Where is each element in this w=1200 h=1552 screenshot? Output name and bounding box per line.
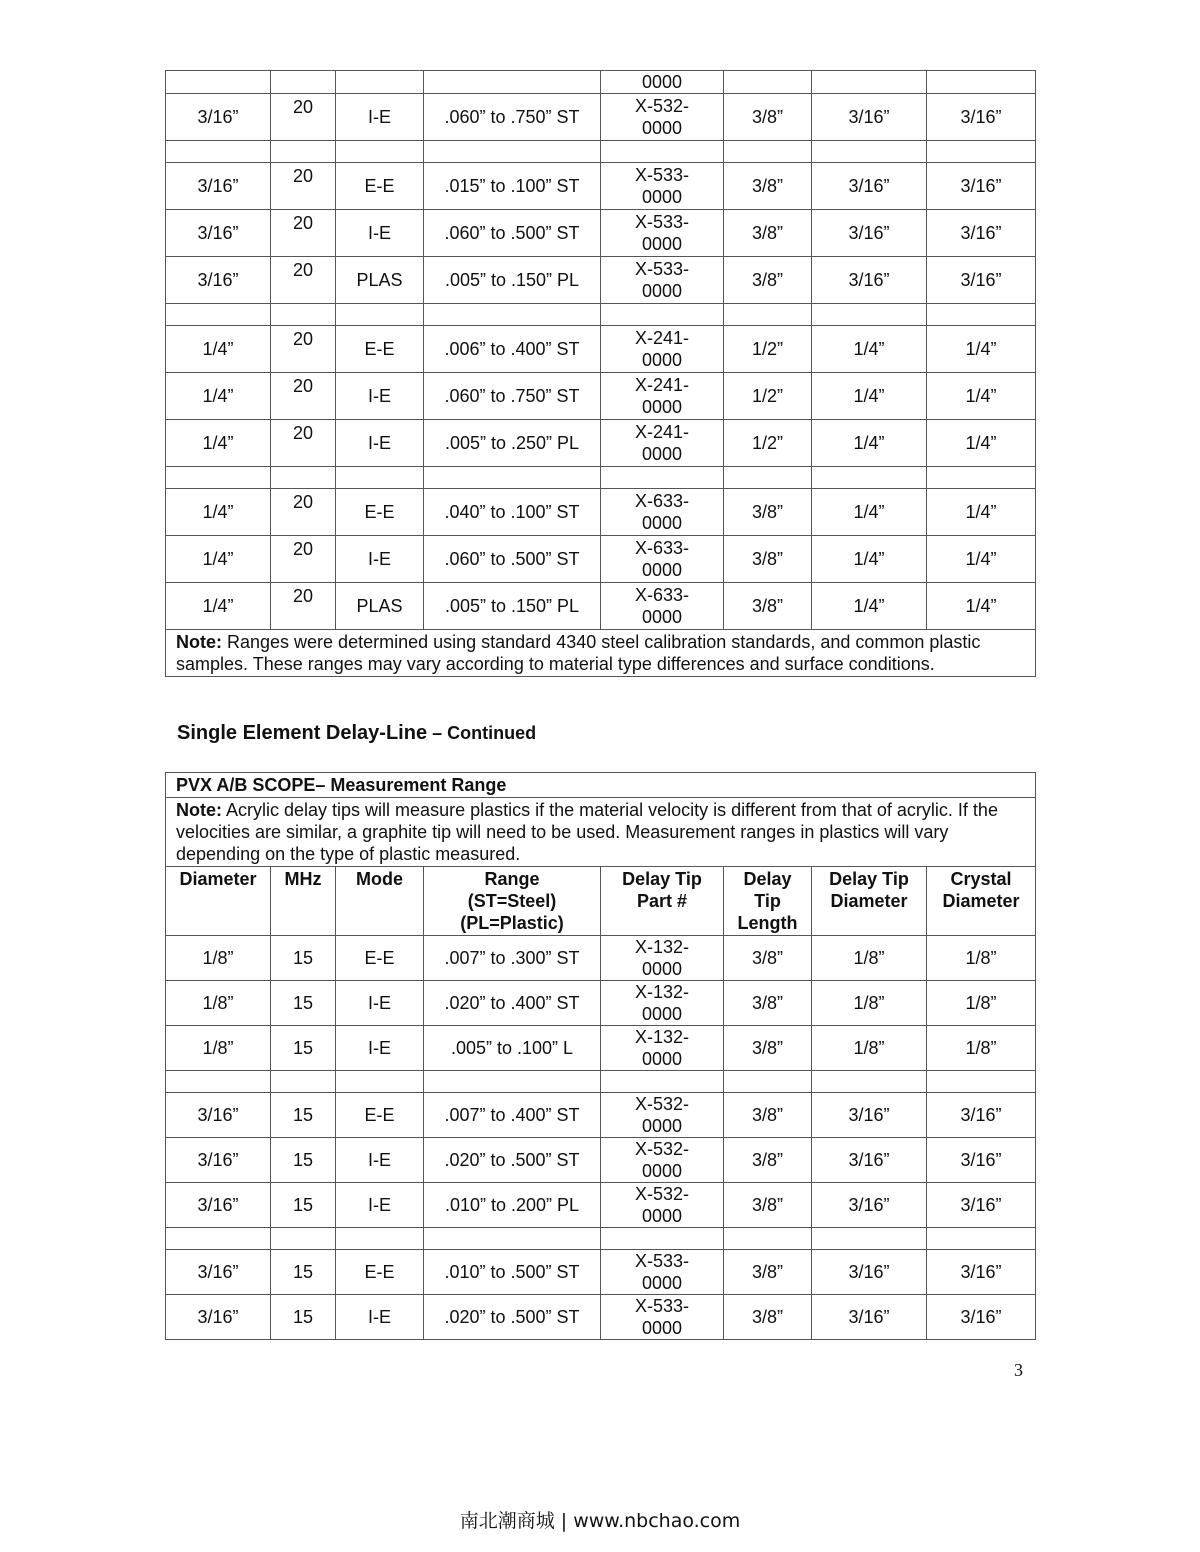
part-number-cell bbox=[601, 326, 724, 373]
mhz-cell: 20 bbox=[271, 163, 336, 210]
table-row bbox=[166, 326, 1036, 373]
diameter-cell: 1/8” bbox=[166, 936, 271, 981]
part-number-line1: X-241- bbox=[634, 375, 690, 395]
diameter-cell: 3/16” bbox=[166, 1138, 271, 1183]
mode-cell: E-E bbox=[336, 326, 424, 373]
mhz-cell: 20 bbox=[271, 583, 336, 630]
mhz-cell: 15 bbox=[271, 1295, 336, 1340]
section-heading bbox=[177, 722, 536, 745]
range-cell: .040” to .100” ST bbox=[424, 489, 601, 536]
delay-tip-diameter-cell: 3/16” bbox=[812, 1250, 927, 1295]
mhz-cell: 20 bbox=[271, 94, 336, 141]
mode-cell: PLAS bbox=[336, 583, 424, 630]
range-cell: .020” to .500” ST bbox=[424, 1138, 601, 1183]
part-number-cell bbox=[601, 373, 724, 420]
table-row bbox=[166, 583, 1036, 630]
delay-tip-diameter-cell: 3/16” bbox=[812, 210, 927, 257]
part-number-line2: 0000 bbox=[641, 1004, 683, 1024]
mhz-cell: 20 bbox=[271, 420, 336, 467]
crystal-diameter-cell: 1/4” bbox=[927, 536, 1036, 583]
header-crystal-diameter: Crystal Diameter bbox=[927, 867, 1036, 936]
mode-cell: PLAS bbox=[336, 257, 424, 304]
mhz-cell: 15 bbox=[271, 1093, 336, 1138]
part-number-line1: X-533- bbox=[634, 1251, 690, 1271]
delay-tip-diameter-cell: 1/4” bbox=[812, 420, 927, 467]
range-cell: .005” to .150” PL bbox=[424, 583, 601, 630]
section-title: Single Element Delay-Line bbox=[177, 722, 428, 744]
note-label: Note: bbox=[176, 632, 222, 652]
range-cell: .005” to .250” PL bbox=[424, 420, 601, 467]
range-cell: .060” to .750” ST bbox=[424, 94, 601, 141]
part-number-cell bbox=[601, 583, 724, 630]
range-cell: .005” to .150” PL bbox=[424, 257, 601, 304]
mhz-cell: 20 bbox=[271, 257, 336, 304]
part-number-line2: 0000 bbox=[641, 607, 683, 627]
delay-tip-diameter-cell: 1/8” bbox=[812, 1026, 927, 1071]
part-number-line1: X-532- bbox=[634, 1139, 690, 1159]
page-number: 3 bbox=[1014, 1360, 1023, 1380]
crystal-diameter-cell: 3/16” bbox=[927, 210, 1036, 257]
measurement-range-table-continued bbox=[165, 70, 1036, 677]
part-number-line2: 0000 bbox=[641, 560, 683, 580]
part-number-cell bbox=[601, 1250, 724, 1295]
part-number-line2: 0000 bbox=[641, 281, 683, 301]
mode-cell: E-E bbox=[336, 936, 424, 981]
part-number-cell bbox=[601, 94, 724, 141]
table-spacer-row bbox=[166, 467, 1036, 489]
crystal-diameter-cell: 3/16” bbox=[927, 1250, 1036, 1295]
delay-tip-diameter-cell: 3/16” bbox=[812, 94, 927, 141]
table-title: PVX A/B SCOPE– Measurement Range bbox=[166, 773, 1036, 798]
delay-tip-length-cell: 3/8” bbox=[724, 981, 812, 1026]
range-cell: .010” to .500” ST bbox=[424, 1250, 601, 1295]
range-cell: .006” to .400” ST bbox=[424, 326, 601, 373]
part-number-cell bbox=[601, 936, 724, 981]
note-cell bbox=[166, 798, 1036, 867]
mhz-cell: 20 bbox=[271, 373, 336, 420]
delay-tip-diameter-cell: 3/16” bbox=[812, 1183, 927, 1228]
part-number-cell bbox=[601, 257, 724, 304]
delay-tip-length-cell: 1/2” bbox=[724, 420, 812, 467]
delay-tip-length-cell: 3/8” bbox=[724, 1183, 812, 1228]
part-number-line1: X-533- bbox=[634, 165, 690, 185]
delay-tip-diameter-cell: 1/4” bbox=[812, 373, 927, 420]
delay-tip-diameter-cell: 1/4” bbox=[812, 489, 927, 536]
diameter-cell: 3/16” bbox=[166, 1250, 271, 1295]
delay-tip-length-cell: 1/2” bbox=[724, 326, 812, 373]
part-number-cell bbox=[601, 1183, 724, 1228]
crystal-diameter-cell: 1/4” bbox=[927, 583, 1036, 630]
mode-cell: E-E bbox=[336, 1093, 424, 1138]
diameter-cell: 3/16” bbox=[166, 1295, 271, 1340]
section-suffix: – Continued bbox=[427, 723, 537, 743]
range-cell: .060” to .750” ST bbox=[424, 373, 601, 420]
part-number-line1: X-533- bbox=[634, 212, 690, 232]
delay-tip-length-cell: 3/8” bbox=[724, 1295, 812, 1340]
delay-tip-diameter-cell: 3/16” bbox=[812, 257, 927, 304]
table-row bbox=[166, 536, 1036, 583]
mode-cell: I-E bbox=[336, 420, 424, 467]
diameter-cell: 3/16” bbox=[166, 94, 271, 141]
mhz-cell: 20 bbox=[271, 210, 336, 257]
table-row bbox=[166, 257, 1036, 304]
table-row bbox=[166, 373, 1036, 420]
range-cell: .005” to .100” L bbox=[424, 1026, 601, 1071]
table-row bbox=[166, 163, 1036, 210]
delay-tip-length-cell: 3/8” bbox=[724, 583, 812, 630]
delay-tip-length-cell: 3/8” bbox=[724, 489, 812, 536]
delay-tip-length-cell: 3/8” bbox=[724, 163, 812, 210]
part-number-line1: X-241- bbox=[634, 328, 690, 348]
mode-cell: I-E bbox=[336, 536, 424, 583]
delay-tip-length-cell: 3/8” bbox=[724, 1093, 812, 1138]
crystal-diameter-cell: 3/16” bbox=[927, 1183, 1036, 1228]
part-number-line2: 0000 bbox=[641, 234, 683, 254]
header-row bbox=[166, 867, 1036, 936]
mode-cell: I-E bbox=[336, 94, 424, 141]
part-number-line2: 0000 bbox=[641, 118, 683, 138]
range-cell: .020” to .500” ST bbox=[424, 1295, 601, 1340]
part-number-cell bbox=[601, 210, 724, 257]
part-number-line2: 0000 bbox=[641, 1116, 683, 1136]
delay-tip-diameter-cell: 3/16” bbox=[812, 1295, 927, 1340]
table-row bbox=[166, 1183, 1036, 1228]
table-row bbox=[166, 489, 1036, 536]
mhz-cell: 20 bbox=[271, 536, 336, 583]
crystal-diameter-cell: 1/4” bbox=[927, 420, 1036, 467]
header-delay-tip-length: Delay Tip Length bbox=[724, 867, 812, 936]
part-number-line1: X-532- bbox=[634, 1184, 690, 1204]
part-number-line1: X-533- bbox=[634, 1296, 690, 1316]
part-number-line1: X-241- bbox=[634, 422, 690, 442]
table-spacer-row bbox=[166, 304, 1036, 326]
table-row bbox=[166, 1026, 1036, 1071]
diameter-cell: 3/16” bbox=[166, 163, 271, 210]
diameter-cell: 1/4” bbox=[166, 489, 271, 536]
table-title-row bbox=[166, 773, 1036, 798]
delay-tip-diameter-cell: 1/4” bbox=[812, 583, 927, 630]
part-number-line2: 0000 bbox=[641, 1206, 683, 1226]
note-text: Acrylic delay tips will measure plastics if the material velocity is different from that of acrylic. If the velocities are similar, a graphite tip will need to be used. Measurement ranges in plastics will vary depending on the type of plastic measured. bbox=[176, 800, 998, 864]
mode-cell: I-E bbox=[336, 1138, 424, 1183]
header-range: Range (ST=Steel) (PL=Plastic) bbox=[424, 867, 601, 936]
mhz-cell: 15 bbox=[271, 1183, 336, 1228]
part-number-line1: X-132- bbox=[634, 982, 690, 1002]
diameter-cell: 1/8” bbox=[166, 1026, 271, 1071]
part-number-line1: X-633- bbox=[634, 491, 690, 511]
mode-cell: E-E bbox=[336, 1250, 424, 1295]
part-number-cell bbox=[601, 1026, 724, 1071]
table-row bbox=[166, 1250, 1036, 1295]
part-number-line2: 0000 bbox=[641, 1161, 683, 1181]
mode-cell: I-E bbox=[336, 1183, 424, 1228]
mode-cell: I-E bbox=[336, 1295, 424, 1340]
header-mode: Mode bbox=[336, 867, 424, 936]
delay-tip-diameter-cell: 1/8” bbox=[812, 936, 927, 981]
table-row bbox=[166, 420, 1036, 467]
delay-tip-length-cell: 3/8” bbox=[724, 1026, 812, 1071]
part-number-cell bbox=[601, 536, 724, 583]
delay-tip-length-cell: 3/8” bbox=[724, 936, 812, 981]
diameter-cell: 3/16” bbox=[166, 1093, 271, 1138]
part-number-line2: 0000 bbox=[641, 1273, 683, 1293]
table-spacer-row bbox=[166, 1228, 1036, 1250]
range-cell: .060” to .500” ST bbox=[424, 536, 601, 583]
part-number-cell bbox=[601, 163, 724, 210]
diameter-cell: 3/16” bbox=[166, 1183, 271, 1228]
delay-tip-length-cell: 1/2” bbox=[724, 373, 812, 420]
table-row bbox=[166, 94, 1036, 141]
table-row bbox=[166, 1093, 1036, 1138]
part-number-line1: X-532- bbox=[634, 96, 690, 116]
delay-tip-diameter-cell: 1/8” bbox=[812, 981, 927, 1026]
crystal-diameter-cell: 3/16” bbox=[927, 163, 1036, 210]
delay-tip-diameter-cell: 3/16” bbox=[812, 1093, 927, 1138]
diameter-cell: 3/16” bbox=[166, 257, 271, 304]
part-number-line2: 0000 bbox=[641, 513, 683, 533]
part-number-cell bbox=[601, 1295, 724, 1340]
part-number-line2: 0000 bbox=[641, 350, 683, 370]
table-spacer-row bbox=[166, 1071, 1036, 1093]
part-number-cell bbox=[601, 420, 724, 467]
crystal-diameter-cell: 3/16” bbox=[927, 1138, 1036, 1183]
note-row bbox=[166, 798, 1036, 867]
range-cell: .007” to .400” ST bbox=[424, 1093, 601, 1138]
diameter-cell: 1/8” bbox=[166, 981, 271, 1026]
part-number-cell bbox=[601, 1093, 724, 1138]
mhz-cell: 15 bbox=[271, 1138, 336, 1183]
delay-tip-diameter-cell: 3/16” bbox=[812, 1138, 927, 1183]
delay-tip-diameter-cell: 1/4” bbox=[812, 536, 927, 583]
part-number-line2: 0000 bbox=[641, 444, 683, 464]
note-cell bbox=[166, 630, 1036, 677]
table-row bbox=[166, 936, 1036, 981]
crystal-diameter-cell: 1/8” bbox=[927, 981, 1036, 1026]
table-row bbox=[166, 1295, 1036, 1340]
pvx-ab-scope-measurement-range-table bbox=[165, 772, 1036, 1340]
crystal-diameter-cell: 3/16” bbox=[927, 1295, 1036, 1340]
mode-cell: I-E bbox=[336, 1026, 424, 1071]
mhz-cell: 15 bbox=[271, 936, 336, 981]
part-number-cell bbox=[601, 1138, 724, 1183]
mode-cell: I-E bbox=[336, 210, 424, 257]
crystal-diameter-cell: 3/16” bbox=[927, 1093, 1036, 1138]
part-number-line1: X-633- bbox=[634, 585, 690, 605]
diameter-cell: 1/4” bbox=[166, 373, 271, 420]
part-number-line2: 0000 bbox=[641, 187, 683, 207]
crystal-diameter-cell: 1/8” bbox=[927, 1026, 1036, 1071]
note-row bbox=[166, 630, 1036, 677]
mhz-cell: 15 bbox=[271, 1026, 336, 1071]
header-delay-tip-part: Delay Tip Part # bbox=[601, 867, 724, 936]
crystal-diameter-cell: 3/16” bbox=[927, 94, 1036, 141]
diameter-cell: 1/4” bbox=[166, 536, 271, 583]
part-number-cell bbox=[601, 489, 724, 536]
part-number-line2: 0000 bbox=[641, 959, 683, 979]
mhz-cell: 20 bbox=[271, 489, 336, 536]
crystal-diameter-cell: 1/4” bbox=[927, 326, 1036, 373]
part-number-line2: 0000 bbox=[641, 1318, 683, 1338]
mhz-cell: 15 bbox=[271, 1250, 336, 1295]
mode-cell: E-E bbox=[336, 489, 424, 536]
diameter-cell: 1/4” bbox=[166, 326, 271, 373]
delay-tip-length-cell: 3/8” bbox=[724, 536, 812, 583]
range-cell: .015” to .100” ST bbox=[424, 163, 601, 210]
header-delay-tip-diameter: Delay Tip Diameter bbox=[812, 867, 927, 936]
table-row bbox=[166, 210, 1036, 257]
part-number-cell bbox=[601, 981, 724, 1026]
delay-tip-length-cell: 3/8” bbox=[724, 257, 812, 304]
delay-tip-diameter-cell: 3/16” bbox=[812, 163, 927, 210]
delay-tip-length-cell: 3/8” bbox=[724, 1250, 812, 1295]
crystal-diameter-cell: 1/8” bbox=[927, 936, 1036, 981]
part-number-cell: 0000 bbox=[601, 71, 724, 94]
part-number-line1: X-132- bbox=[634, 1027, 690, 1047]
note-text: Ranges were determined using standard 4340 steel calibration standards, and common plastic samples. These ranges may vary according to material type differences and surface conditions. bbox=[176, 632, 981, 674]
range-cell: .020” to .400” ST bbox=[424, 981, 601, 1026]
table-row bbox=[166, 1138, 1036, 1183]
note-label: Note: bbox=[176, 800, 222, 820]
diameter-cell: 1/4” bbox=[166, 420, 271, 467]
table-row-partial bbox=[166, 71, 1036, 94]
diameter-cell: 1/4” bbox=[166, 583, 271, 630]
part-number-line1: X-132- bbox=[634, 937, 690, 957]
part-number-line1: X-533- bbox=[634, 259, 690, 279]
part-number-line1: X-633- bbox=[634, 538, 690, 558]
range-cell: .010” to .200” PL bbox=[424, 1183, 601, 1228]
mode-cell: I-E bbox=[336, 373, 424, 420]
diameter-cell: 3/16” bbox=[166, 210, 271, 257]
header-mhz: MHz bbox=[271, 867, 336, 936]
crystal-diameter-cell: 1/4” bbox=[927, 373, 1036, 420]
delay-tip-length-cell: 3/8” bbox=[724, 1138, 812, 1183]
crystal-diameter-cell: 1/4” bbox=[927, 489, 1036, 536]
part-number-line2: 0000 bbox=[641, 1049, 683, 1069]
mode-cell: I-E bbox=[336, 981, 424, 1026]
mhz-cell: 15 bbox=[271, 981, 336, 1026]
footer-watermark: 南北潮商城 | www.nbchao.com bbox=[459, 1510, 741, 1532]
table-row bbox=[166, 981, 1036, 1026]
range-cell: .060” to .500” ST bbox=[424, 210, 601, 257]
crystal-diameter-cell: 3/16” bbox=[927, 257, 1036, 304]
mode-cell: E-E bbox=[336, 163, 424, 210]
delay-tip-length-cell: 3/8” bbox=[724, 94, 812, 141]
header-diameter: Diameter bbox=[166, 867, 271, 936]
mhz-cell: 20 bbox=[271, 326, 336, 373]
range-cell: .007” to .300” ST bbox=[424, 936, 601, 981]
delay-tip-length-cell: 3/8” bbox=[724, 210, 812, 257]
table-spacer-row bbox=[166, 141, 1036, 163]
delay-tip-diameter-cell: 1/4” bbox=[812, 326, 927, 373]
part-number-line2: 0000 bbox=[641, 397, 683, 417]
part-number-line1: X-532- bbox=[634, 1094, 690, 1114]
